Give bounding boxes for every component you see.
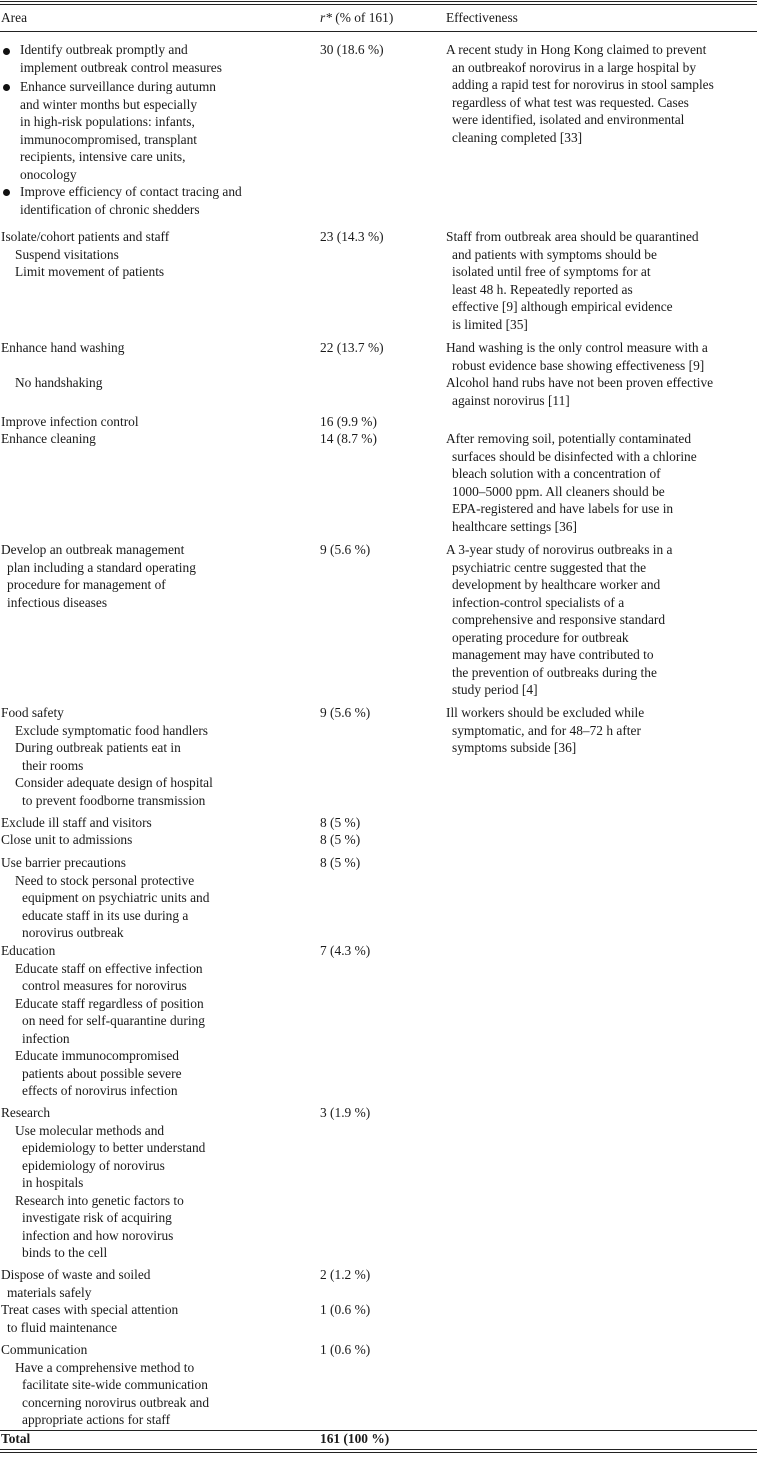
- row-11-count: 7 (4.3 %): [320, 943, 371, 958]
- row-15-count: 1 (0.6 %): [320, 1342, 371, 1357]
- row-3-sub-effectiveness: Alcohol hand rubs have not been proven effective against norovirus [11]: [446, 375, 714, 408]
- bottom-double-rule-a: [0, 1449, 757, 1450]
- row-15-area: Communication Have a comprehensive method to facilitate site-wide communication concerning norovirus outbreak and appropriate actions for staff: [1, 1342, 210, 1427]
- header-count: r* (% of 161): [320, 10, 394, 25]
- row-2-count: 23 (14.3 %): [320, 229, 384, 244]
- row-4-area: Improve infection control: [1, 414, 139, 429]
- bottom-double-rule-b: [0, 1452, 757, 1453]
- header-area: Area: [1, 10, 28, 25]
- bullet-icon: [3, 48, 10, 55]
- row-8-count: 8 (5 %): [320, 815, 361, 830]
- row-14-count: 1 (0.6 %): [320, 1302, 371, 1317]
- row-3-sub-area: No handshaking: [15, 375, 103, 390]
- row-12-area: Research Use molecular methods and epidemiology to better understand epidemiology of norovirus in hospitals Research into genetic factors to investigate risk of acquiring infection and how norovirus binds to the cell: [1, 1105, 206, 1260]
- row-10-count: 8 (5 %): [320, 855, 361, 870]
- row-1-bullet-2: Enhance surveillance during autumn and winter months but especially in high-risk populations: infants, immunocompromised, transplant recipients, intensive care units, onocology: [20, 79, 216, 182]
- row-8-area: Exclude ill staff and visitors: [1, 815, 152, 830]
- row-3-count: 22 (13.7 %): [320, 340, 384, 355]
- row-2-effectiveness: Staff from outbreak area should be quarantined and patients with symptoms should be isolated until free of symptoms for at least 48 h. Repeatedly reported as effective [9] although empirical evidence is limited [35]: [446, 229, 699, 332]
- row-13-area: Dispose of waste and soiled materials safely: [1, 1267, 151, 1300]
- row-2-area: Isolate/cohort patients and staff Suspend visitations Limit movement of patients: [1, 229, 170, 279]
- row-7-effectiveness: Ill workers should be excluded while symptomatic, and for 48–72 h after symptoms subside [36]: [446, 705, 645, 755]
- row-9-area: Close unit to admissions: [1, 832, 133, 847]
- row-7-count: 9 (5.6 %): [320, 705, 371, 720]
- row-14-area: Treat cases with special attention to fluid maintenance: [1, 1302, 179, 1335]
- header-rule: [0, 31, 757, 32]
- total-label: Total: [1, 1431, 31, 1446]
- row-6-effectiveness: A 3-year study of norovirus outbreaks in a psychiatric centre suggested that the development by healthcare worker and infection-control specialists of a comprehensive and responsive standard operating procedure for outbreak management may have contributed to the prevention of outbreaks during the study period [4]: [446, 542, 673, 697]
- top-double-rule-b: [0, 4, 757, 5]
- row-5-effectiveness: After removing soil, potentially contaminated surfaces should be disinfected with a chlorine bleach solution with a concentration of 1000–5000 ppm. All cleaners should be EPA-registered and have labels for use in healthcare settings [36]: [446, 431, 697, 534]
- row-3-effectiveness: Hand washing is the only control measure with a robust evidence base showing effectiveness [9]: [446, 340, 708, 373]
- row-3-area: Enhance hand washing: [1, 340, 125, 355]
- row-5-area: Enhance cleaning: [1, 431, 96, 446]
- row-1-count: 30 (18.6 %): [320, 42, 384, 57]
- row-1-bullet-3: Improve efficiency of contact tracing and identification of chronic shedders: [20, 184, 242, 217]
- row-1-effectiveness: A recent study in Hong Kong claimed to prevent an outbreakof norovirus in a large hospital by adding a rapid test for norovirus in stool samples regardless of what test was requested. Cases were identified, isolated and environmental cleaning completed [33]: [446, 42, 714, 145]
- header-effectiveness: Effectiveness: [446, 10, 518, 25]
- row-10-area: Use barrier precautions Need to stock personal protective equipment on psychiatric units and educate staff in its use during a norovirus outbreak: [1, 855, 210, 940]
- total-count: 161 (100 %): [320, 1431, 390, 1446]
- row-7-area: Food safety Exclude symptomatic food handlers During outbreak patients eat in their rooms Consider adequate design of hospital to prevent foodborne transmission: [1, 705, 213, 808]
- bullet-icon: [3, 189, 10, 196]
- row-9-count: 8 (5 %): [320, 832, 361, 847]
- top-double-rule-a: [0, 1, 757, 2]
- row-11-area: Education Educate staff on effective infection control measures for norovirus Educate staff regardless of position on need for self-quarantine during infection Educate immunocompromised patients about possible severe effects of norovirus infection: [1, 943, 205, 1098]
- row-1-bullet-1: Identify outbreak promptly and implement outbreak control measures: [20, 42, 222, 75]
- row-5-count: 14 (8.7 %): [320, 431, 377, 446]
- row-6-area: Develop an outbreak management plan including a standard operating procedure for management of infectious diseases: [1, 542, 196, 610]
- bullet-icon: [3, 84, 10, 91]
- row-4-count: 16 (9.9 %): [320, 414, 377, 429]
- row-13-count: 2 (1.2 %): [320, 1267, 371, 1282]
- row-12-count: 3 (1.9 %): [320, 1105, 371, 1120]
- row-6-count: 9 (5.6 %): [320, 542, 371, 557]
